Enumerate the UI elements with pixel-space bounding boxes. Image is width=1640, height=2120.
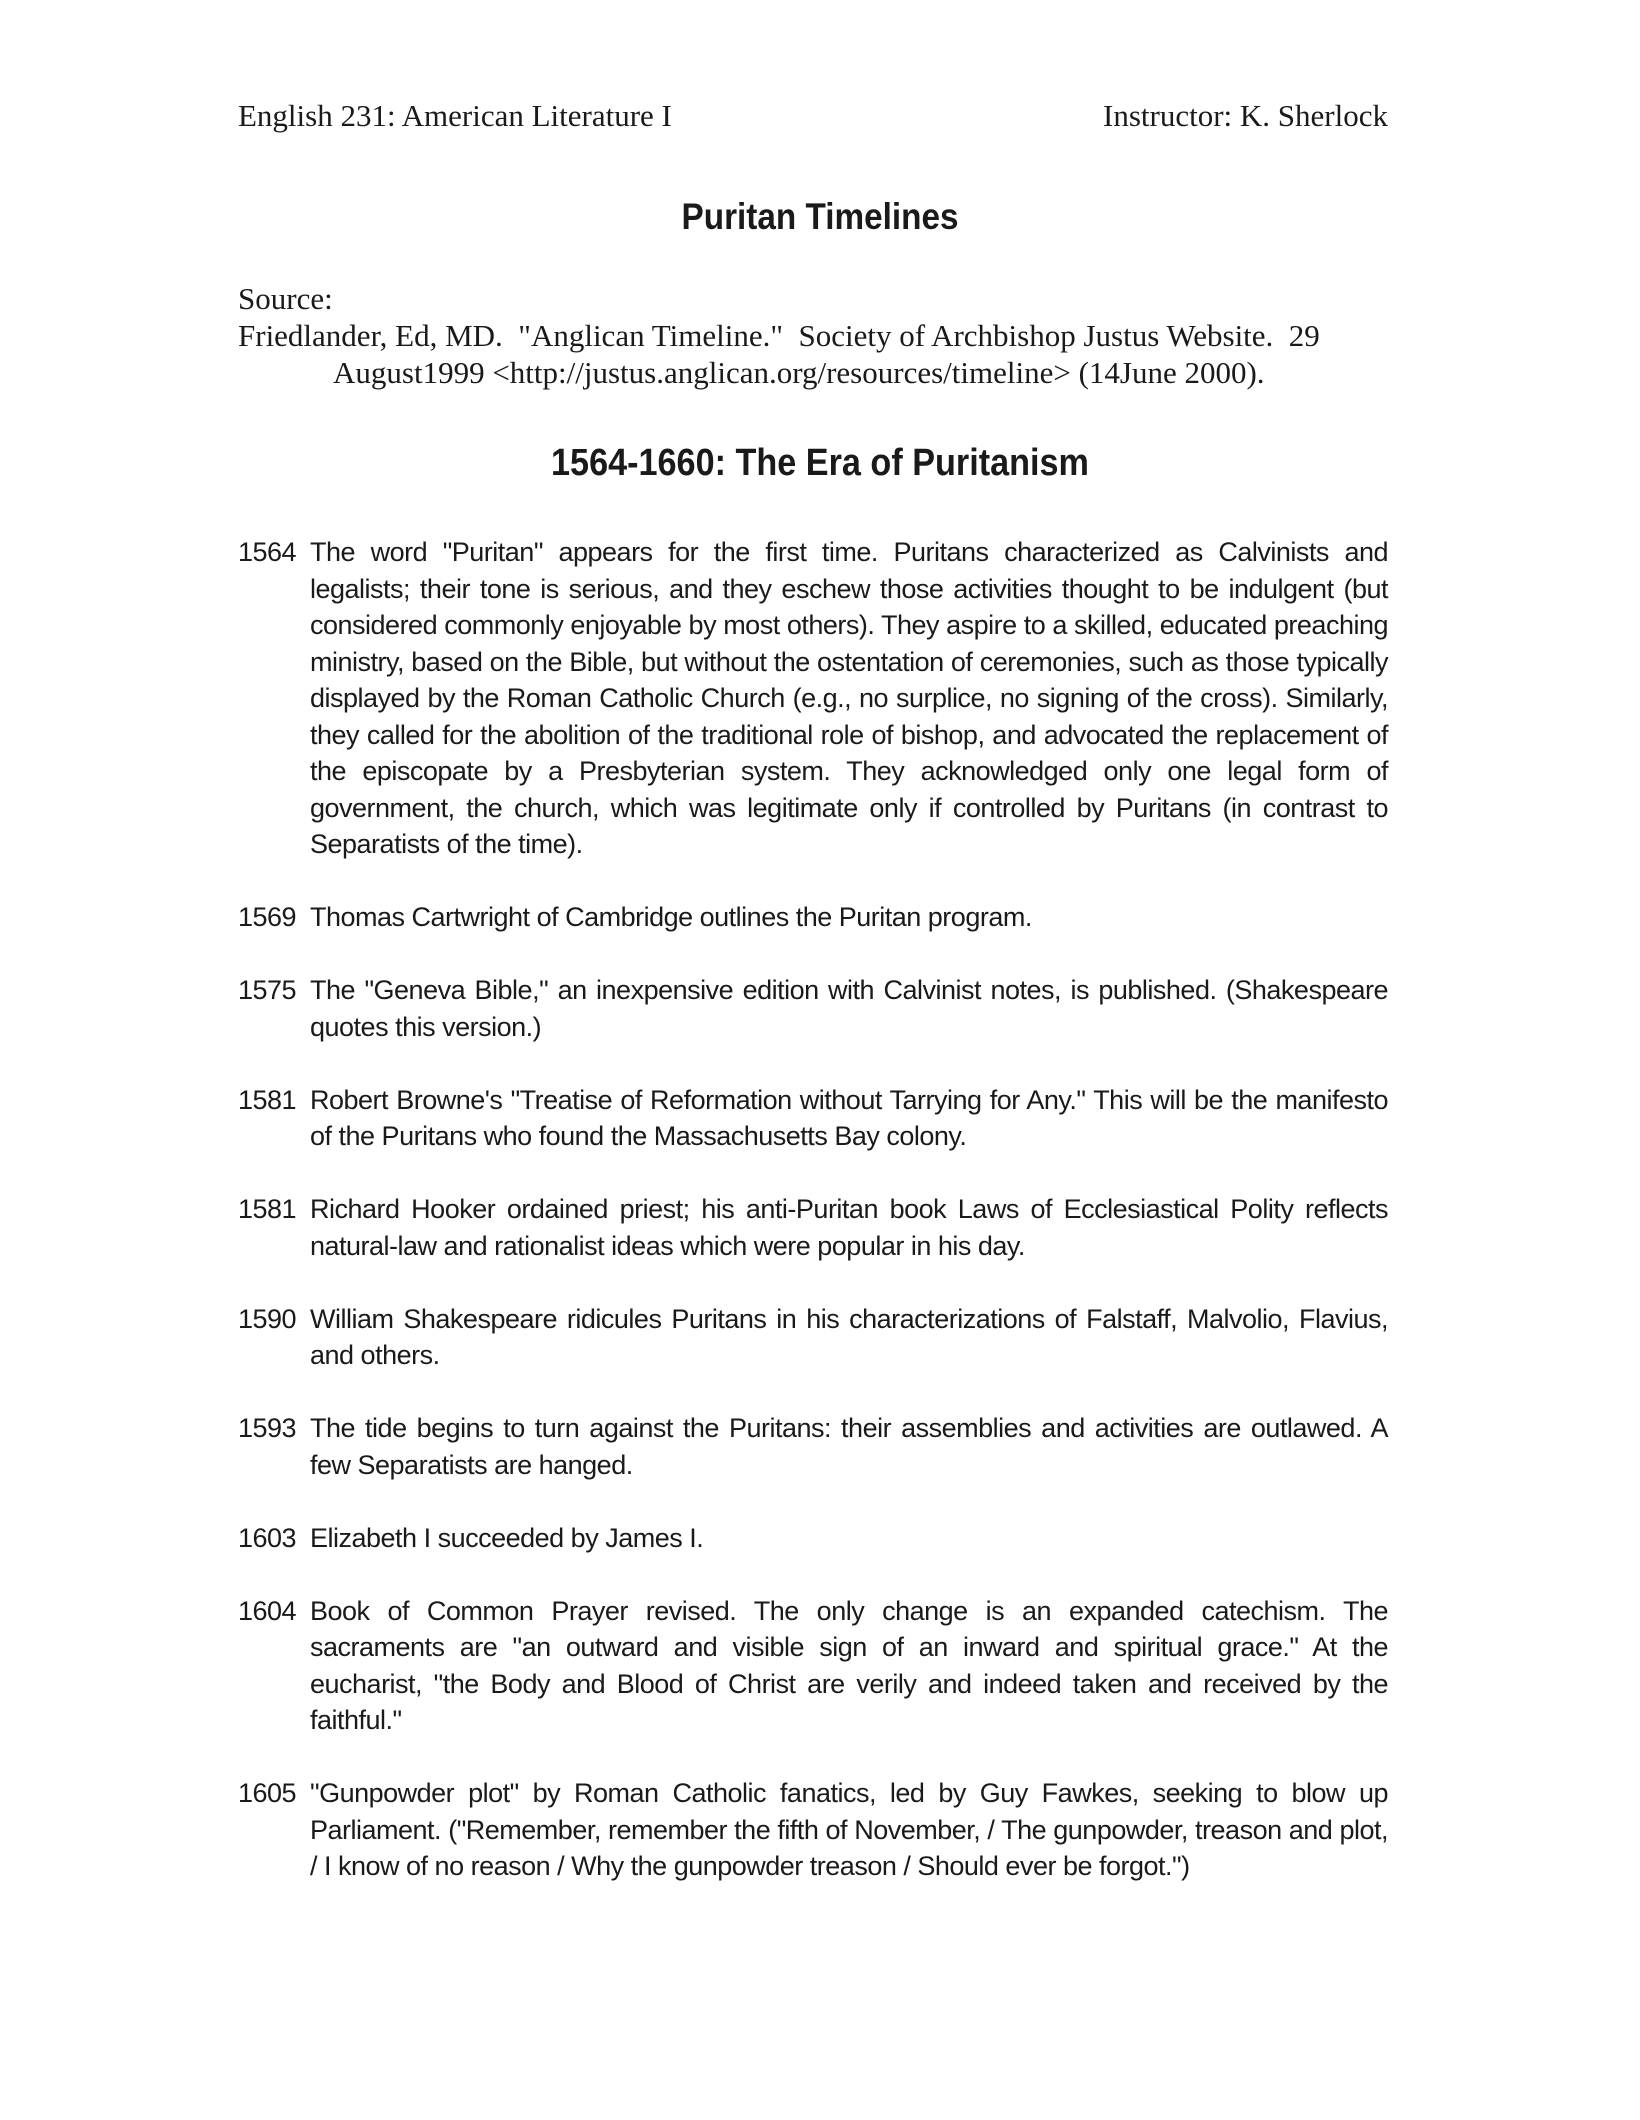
entry-text: Book of Common Prayer revised. The only change is an expanded catechism. The sacraments are "an outward and visible sign of an inward and spiritual grace." At the eucharist, "the Body and Blood of Christ are verily and indeed taken and received by the faithful." xyxy=(310,1595,1388,1735)
entry-year: 1569 xyxy=(238,902,297,932)
citation-line-2: August1999 <http://justus.anglican.org/resources/timeline> (14June 2000). xyxy=(333,355,1265,390)
timeline-entry xyxy=(238,972,1388,1045)
instructor-name: Instructor: K. Sherlock xyxy=(1103,98,1388,133)
document-title: Puritan Timelines xyxy=(681,196,959,237)
timeline-entry xyxy=(238,1410,1388,1483)
timeline-entry xyxy=(238,1301,1388,1374)
entry-year: 1581 xyxy=(238,1084,297,1115)
timeline-entry xyxy=(238,1593,1388,1739)
entry-year: 1603 xyxy=(238,1522,297,1553)
source-label: Source: xyxy=(238,281,333,316)
entry-text: Richard Hooker ordained priest; his anti-Puritan book Laws of Ecclesiastical Polity reflects natural-law and rationalist ideas which were popular in his day. xyxy=(310,1194,1388,1261)
citation-line-1: Friedlander, Ed, MD. "Anglican Timeline." Society of Archbishop Justus Website. 29 xyxy=(238,318,1320,353)
timeline-entry xyxy=(238,1082,1388,1155)
entry-year: 1590 xyxy=(238,1303,297,1334)
entry-year: 1605 xyxy=(238,1778,297,1808)
timeline-entry xyxy=(238,899,1388,936)
timeline-entry xyxy=(238,1520,1388,1557)
entry-text: William Shakespeare ridicules Puritans in his characterizations of Falstaff, Malvolio, Flavius, and others. xyxy=(310,1303,1388,1370)
entry-text: The word "Puritan" appears for the first time. Puritans characterized as Calvinists and legalists; their tone is serious, and they eschew those activities thought to be indulgent (but considered commonly enjoyable by most others). They aspire to a skilled, educated preaching ministry, based on the Bible, but without the ostentation of ceremonies, such as those typically displayed by the Roman Catholic Church (e.g., no surplice, no signing of the cross). Similarly, they called for the abolition of the traditional role of bishop, and advocated the replacement of the episcopate by a Presbyterian system. They acknowledged only one legal form of government, the church, which was legitimate only if controlled by Puritans (in contrast to Separatists of the time). xyxy=(310,537,1388,859)
timeline-entry xyxy=(238,1775,1388,1885)
source-citation xyxy=(238,280,1388,391)
entry-text: The "Geneva Bible," an inexpensive edition with Calvinist notes, is published. (Shakespeare quotes this version.) xyxy=(310,975,1388,1042)
entry-year: 1575 xyxy=(238,975,297,1005)
course-name: English 231: American Literature I xyxy=(238,98,672,133)
entry-text: Thomas Cartwright of Cambridge outlines the Puritan program. xyxy=(310,902,1032,932)
entry-year: 1593 xyxy=(238,1413,297,1443)
timeline-list xyxy=(238,534,1388,1921)
timeline-entry xyxy=(238,534,1388,863)
entry-text: The tide begins to turn against the Puritans: their assemblies and activities are outlawed. A few Separatists are hanged. xyxy=(310,1413,1388,1480)
entry-year: 1581 xyxy=(238,1194,297,1224)
entry-year: 1564 xyxy=(238,537,297,567)
entry-year: 1604 xyxy=(238,1595,297,1626)
section-title: 1564-1660: The Era of Puritanism xyxy=(551,442,1089,484)
entry-text: Elizabeth I succeeded by James I. xyxy=(310,1522,704,1553)
entry-text: Robert Browne's "Treatise of Reformation without Tarrying for Any." This will be the manifesto of the Puritans who found the Massachusetts Bay colony. xyxy=(310,1084,1388,1151)
entry-text: "Gunpowder plot" by Roman Catholic fanatics, led by Guy Fawkes, seeking to blow up Parliament. ("Remember, remember the fifth of November, / The gunpowder, treason and plot, / I know of no reason / Why the gunpowder treason / Should ever be forgot.") xyxy=(310,1778,1388,1881)
timeline-entry xyxy=(238,1191,1388,1264)
page-header xyxy=(238,98,1388,134)
